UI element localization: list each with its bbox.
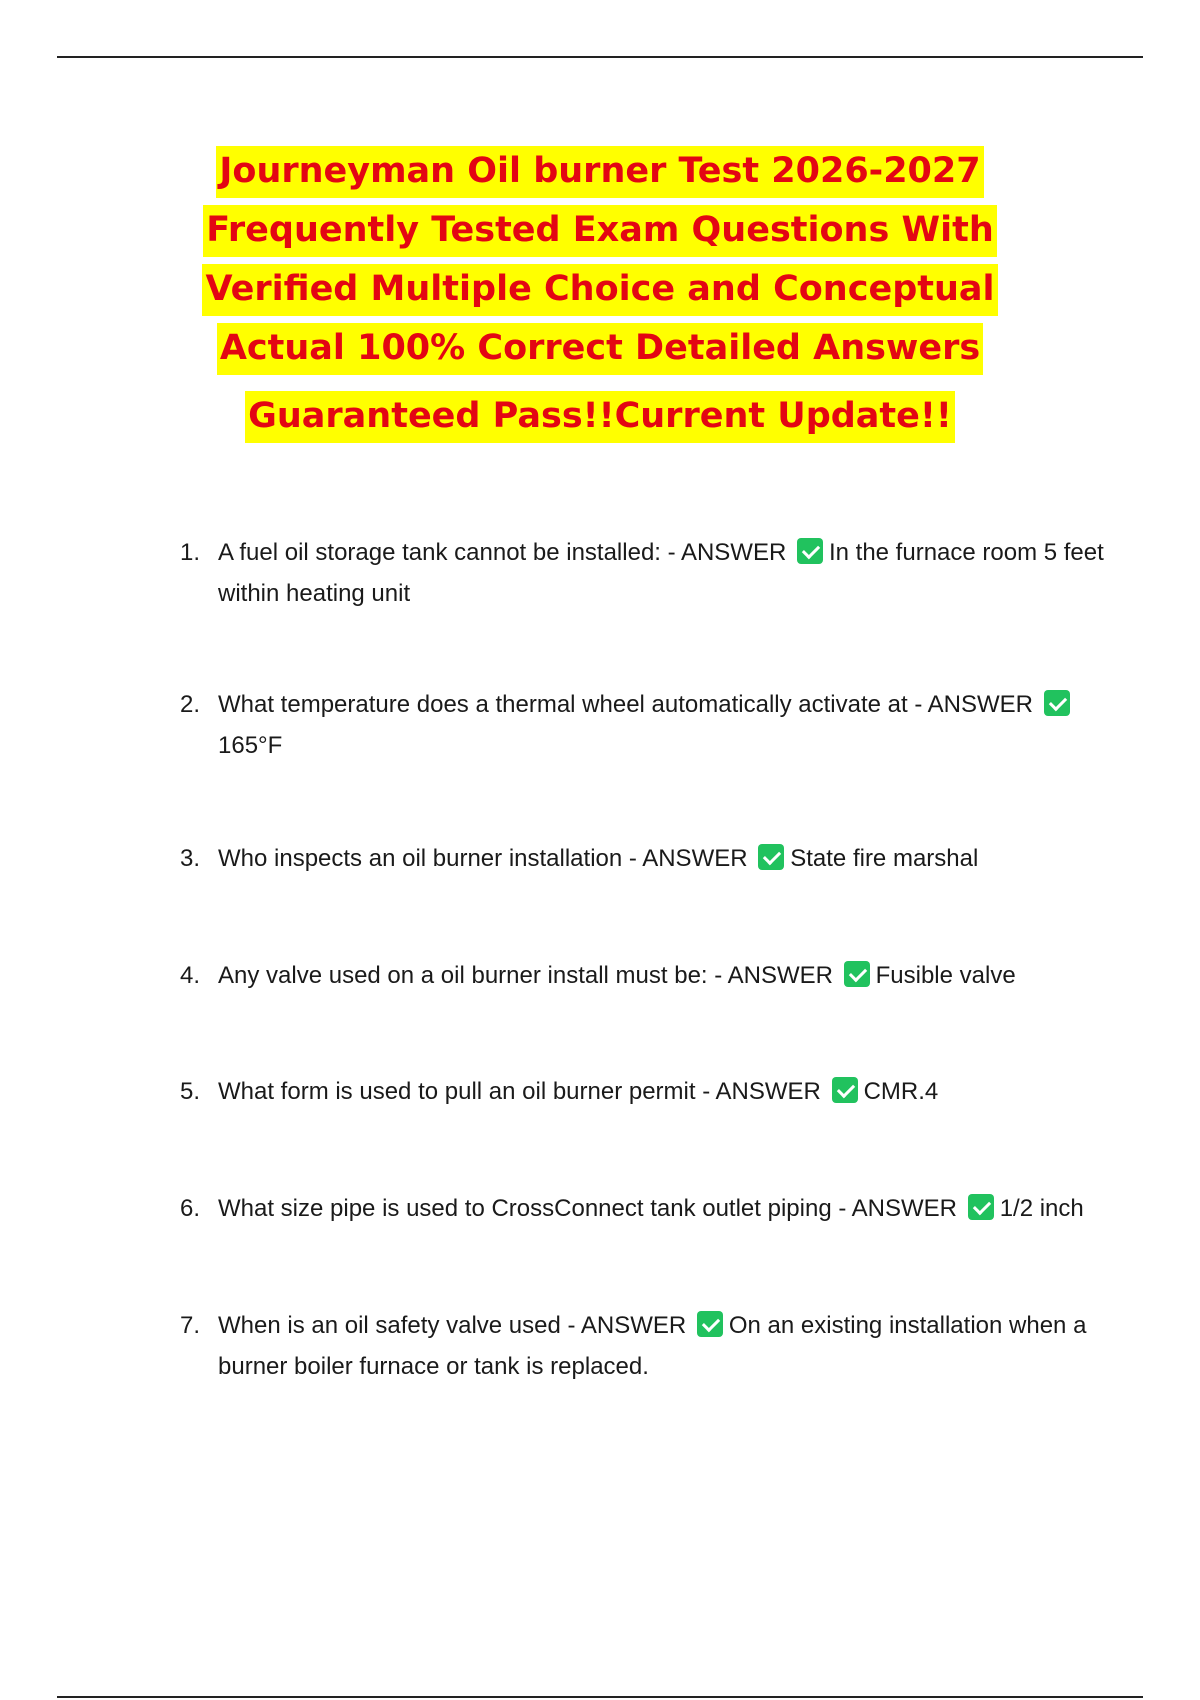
answer-text: On an existing installation when a burner boiler furnace or tank is replaced. <box>218 1312 1087 1380</box>
question-text: Any valve used on a oil burner install must be: - ANSWER <box>218 962 840 989</box>
answer-text: Fusible valve <box>875 962 1016 989</box>
question-item <box>180 1305 1110 1387</box>
top-rule <box>57 56 1143 58</box>
question-list <box>180 532 1110 1387</box>
question-item <box>180 1188 1110 1229</box>
document-title <box>0 146 1200 450</box>
question-item <box>180 955 1110 996</box>
title-line-2: Frequently Tested Exam Questions With <box>203 205 996 257</box>
title-line-1: Journeyman Oil burner Test 2026-2027 <box>216 146 983 198</box>
question-text: What temperature does a thermal wheel automatically activate at - ANSWER <box>218 691 1040 718</box>
answer-text: 165°F <box>218 732 283 759</box>
question-number: 1. <box>180 539 201 566</box>
answer-text: 1/2 inch <box>999 1195 1084 1222</box>
question-text: When is an oil safety valve used - ANSWER <box>218 1312 693 1339</box>
check-mark-icon <box>1044 690 1070 716</box>
title-line-5: Guaranteed Pass!!Current Update!! <box>245 391 955 443</box>
check-mark-icon <box>758 844 784 870</box>
check-mark-icon <box>832 1077 858 1103</box>
question-number: 3. <box>180 845 201 872</box>
check-mark-icon <box>797 538 823 564</box>
question-item <box>180 838 1110 879</box>
question-text: What form is used to pull an oil burner permit - ANSWER <box>218 1078 828 1105</box>
check-mark-icon <box>968 1194 994 1220</box>
question-item <box>180 1071 1110 1112</box>
check-mark-icon <box>697 1311 723 1337</box>
check-mark-icon <box>844 961 870 987</box>
question-text: What size pipe is used to CrossConnect tank outlet piping - ANSWER <box>218 1195 964 1222</box>
question-number: 6. <box>180 1195 201 1222</box>
answer-text: CMR.4 <box>863 1078 939 1105</box>
question-number: 5. <box>180 1078 201 1105</box>
question-number: 2. <box>180 691 201 718</box>
answer-text: State fire marshal <box>790 845 979 872</box>
question-item <box>180 532 1110 614</box>
title-line-4: Actual 100% Correct Detailed Answers <box>217 323 983 375</box>
title-line-3: Verified Multiple Choice and Conceptual <box>202 264 997 316</box>
answer-text: In the furnace room 5 feet within heating unit <box>218 539 1104 607</box>
question-number: 4. <box>180 962 201 989</box>
question-text: A fuel oil storage tank cannot be installed: - ANSWER <box>218 539 793 566</box>
bottom-rule <box>57 1696 1143 1698</box>
question-number: 7. <box>180 1312 201 1339</box>
question-item <box>180 684 1110 766</box>
question-text: Who inspects an oil burner installation - ANSWER <box>218 845 755 872</box>
